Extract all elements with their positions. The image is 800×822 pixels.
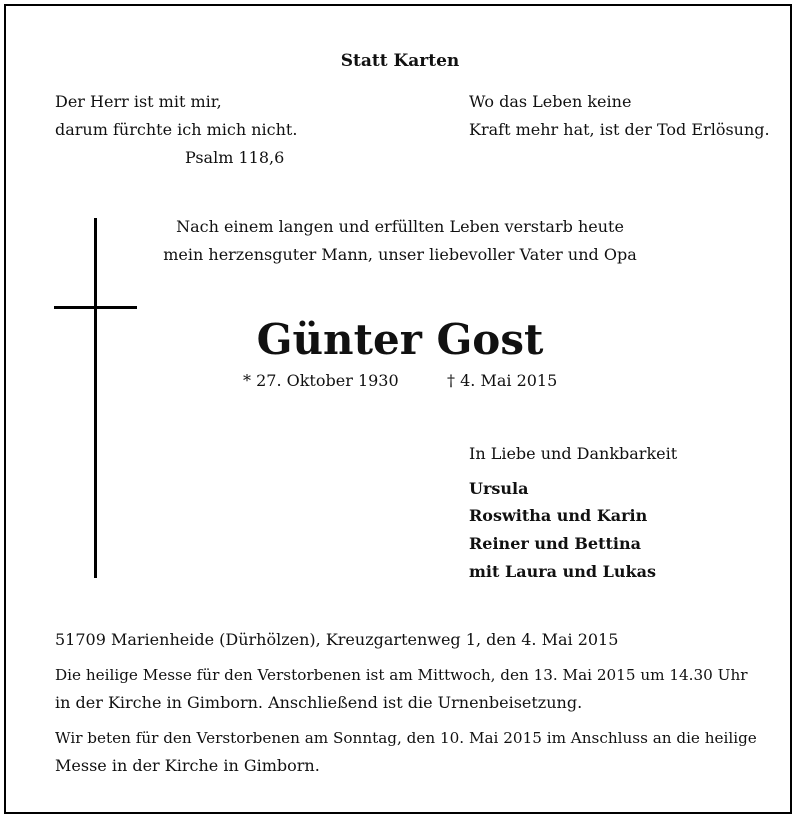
mourners-intro: In Liebe und Dankbarkeit bbox=[469, 444, 678, 463]
quote-left-line1: Der Herr ist mit mir, bbox=[55, 92, 222, 111]
death-date: † 4. Mai 2015 bbox=[447, 371, 558, 390]
mourner-name: mit Laura und Lukas bbox=[469, 562, 656, 581]
quote-left-line2: darum fürchte ich mich nicht. bbox=[55, 120, 298, 139]
quote-right-line2: Kraft mehr hat, ist der Tod Erlösung. bbox=[469, 120, 770, 139]
mass-line1: Die heilige Messe für den Verstorbenen ist am Mittwoch, den 13. Mai 2015 um 14.30 Uhr bbox=[55, 666, 748, 684]
mourner-name: Ursula bbox=[469, 479, 529, 498]
address-line: 51709 Marienheide (Dürhölzen), Kreuzgartenweg 1, den 4. Mai 2015 bbox=[55, 630, 619, 649]
cross-icon-vertical bbox=[94, 218, 97, 578]
intro-line2: mein herzensguter Mann, unser liebevoller Vater und Opa bbox=[163, 245, 637, 264]
notice-title: Statt Karten bbox=[340, 51, 460, 71]
intro-line1: Nach einem langen und erfüllten Leben verstarb heute bbox=[176, 217, 624, 236]
quote-left-source: Psalm 118,6 bbox=[185, 148, 285, 167]
birth-date: * 27. Oktober 1930 bbox=[243, 371, 399, 390]
deceased-name: Günter Gost bbox=[256, 315, 544, 364]
cross-icon-horizontal bbox=[54, 306, 137, 309]
mass-line2: in der Kirche in Gimborn. Anschließend ist die Urnenbeisetzung. bbox=[55, 693, 583, 712]
mourner-name: Reiner und Bettina bbox=[469, 534, 641, 553]
prayer-line1: Wir beten für den Verstorbenen am Sonntag, den 10. Mai 2015 im Anschluss an die heilige bbox=[55, 729, 757, 747]
quote-right-line1: Wo das Leben keine bbox=[469, 92, 632, 111]
mourner-name: Roswitha und Karin bbox=[469, 506, 648, 525]
prayer-line2: Messe in der Kirche in Gimborn. bbox=[55, 756, 320, 775]
